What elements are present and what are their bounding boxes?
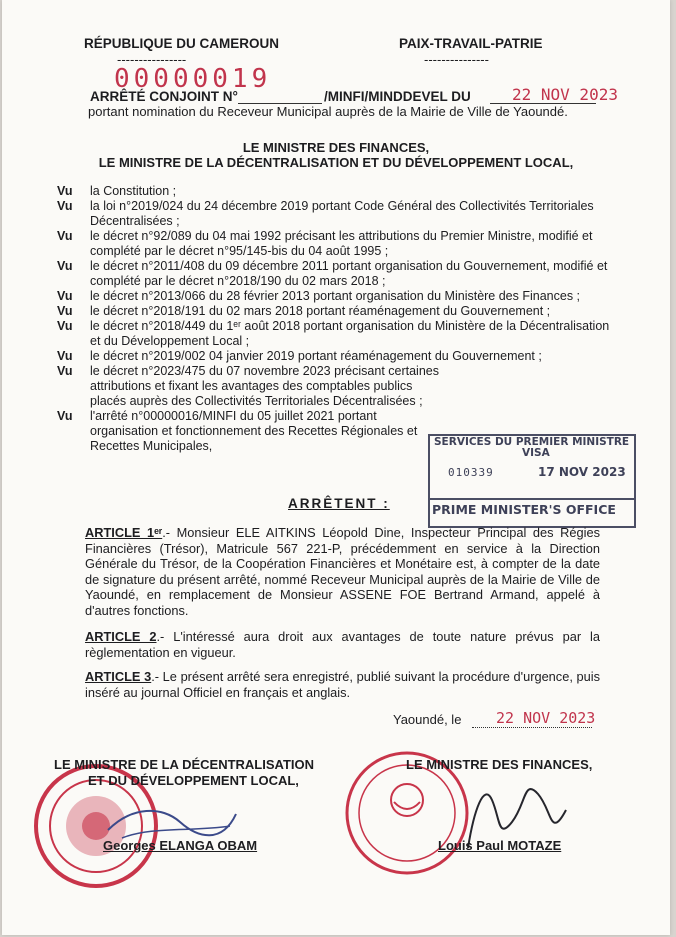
article-1: ARTICLE 1ᵉʳ.- Monsieur ELE AITKINS Léopold Dine, Inspecteur Principal des Régies Financières (Trésor), Matricule 567 221-P, précédemment en service à la Direction Générale du Trésor, de la Coopération Financières et Monétaire est, à compter de la date de signature du présent arrêté, nommé Receveur Municipal auprès de la Mairie de Ville de Yaoundé, en remplacement de Monsieur ASSENE FOE Bertrand Armand, appelé à d'autres fonctions. [85,525,600,618]
left-signatory-name: Georges ELANGA OBAM [103,838,258,853]
vu-item: Vu la Constitution ; [57,184,177,198]
vu-item: Vu le décret n°2018/191 du 02 mars 2018 portant réaménagement du Gouvernement ; [57,304,551,318]
decree-number-handwritten: 00000019 [114,64,272,94]
article-3: ARTICLE 3.- Le présent arrêté sera enregistré, publié suivant la procédure d'urgence, puis inséré au journal Officiel en français et anglais. [85,669,600,700]
vu-item: Vu le décret n°2019/002 04 janvier 2019 portant réaménagement du Gouvernement ; [57,349,542,363]
vu-item: Vu le décret n°2023/475 du 07 novembre 2023 précisant certaines attributions et fixant les avantages des comptables publics placés auprès des Collectivités Territoriales Décentralisées ; [57,364,439,408]
decree-subtitle: portant nomination du Receveur Municipal auprès de la Mairie de Ville de Yaoundé. [88,104,568,119]
signature-place-date: Yaoundé, le [393,712,462,727]
right-signatory-name: Louis Paul MOTAZE [438,838,562,853]
decree-prefix: ARRÊTÉ CONJOINT N° [90,89,238,104]
prime-minister-visa-stamp: SERVICES DU PREMIER MINISTRE VISA 010339 17 NOV 2023 PRIME MINISTER'S OFFICE [428,434,636,528]
vu-item: Vu le décret n°92/089 du 04 mai 1992 précisant les attributions du Premier Ministre, modifié et complété par le décret n°95/145-bis du 04 août 1995 ; [57,229,593,258]
minister-line-1: LE MINISTRE DES FINANCES, [242,140,430,155]
right-signatory-title: LE MINISTRE DES FINANCES, [406,757,593,772]
decree-date-handwritten: 22 NOV 2023 [512,85,618,104]
vu-item: Vu le décret n°2018/449 du 1ᵉʳ août 2018 portant organisation du Ministère de la Décentralisation et du Développement Local ; [57,319,610,348]
vu-list [57,184,617,454]
vu-item: Vu l'arrêté n°00000016/MINFI du 05 juillet 2021 portant organisation et fonctionnement des Recettes Régionales et Recettes Municipales, [57,409,418,453]
republic-dashes: ---------------- [117,52,187,67]
motto-title: PAIX-TRAVAIL-PATRIE [399,36,543,51]
republic-title: RÉPUBLIQUE DU CAMEROUN [84,36,280,51]
vu-item: Vu le décret n°2011/408 du 09 décembre 2011 portant organisation du Gouvernement, modifié et complété par le décret n°2018/190 du 02 mars 2018 ; [57,259,608,288]
vu-item: Vu la loi n°2019/024 du 24 décembre 2019 portant Code Général des Collectivités Territoriales Décentralisées ; [57,199,594,228]
document-sheet [2,0,670,935]
article-2: ARTICLE 2.- L'intéressé aura droit aux avantages de toute nature prévus par la règlementation en vigueur. [85,629,601,660]
stamp-date: 17 NOV 2023 [538,465,626,479]
decree-suffix: /MINFI/MINDDEVEL DU [324,89,471,104]
stamp-number: 010339 [448,466,494,479]
signature-date-handwritten: 22 NOV 2023 [496,709,596,727]
left-signatory-title-2: ET DU DÉVELOPPEMENT LOCAL, [88,773,299,788]
vu-item: Vu le décret n°2013/066 du 28 février 2013 portant organisation du Ministère des Finances ; [57,289,581,303]
arretent-heading: ARRÊTENT : [288,496,390,511]
left-signatory-title-1: LE MINISTRE DE LA DÉCENTRALISATION [54,757,314,772]
motto-dashes: --------------- [424,52,489,67]
minister-line-2: LE MINISTRE DE LA DÉCENTRALISATION ET DU DÉVELOPPEMENT LOCAL, [98,155,574,170]
signature-date-underline [472,727,592,728]
